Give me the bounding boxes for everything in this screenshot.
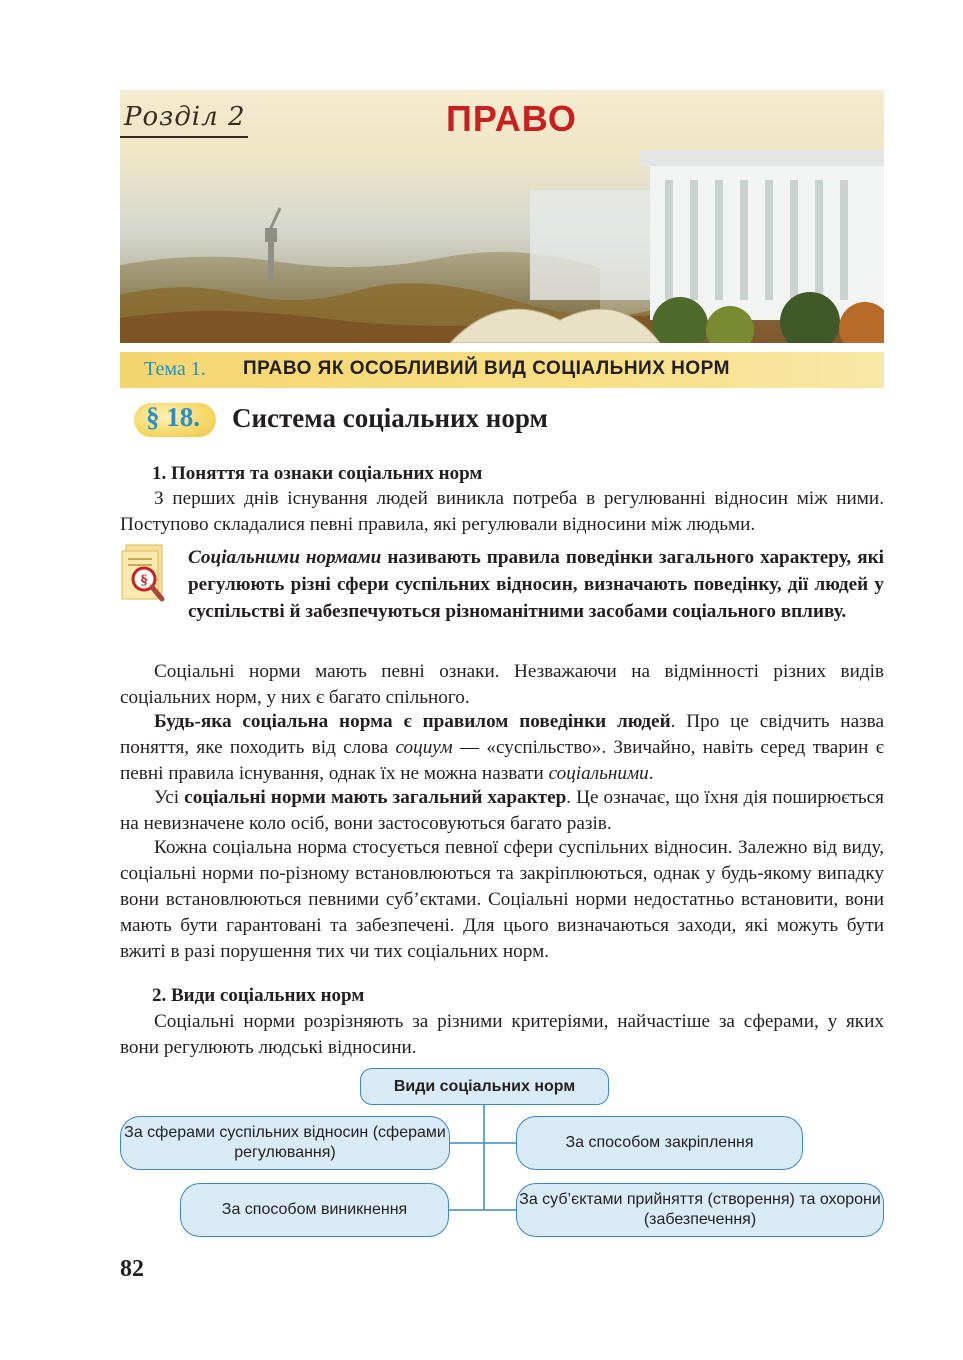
svg-text:§: § [140, 573, 148, 588]
theme-title: ПРАВО ЯК ОСОБЛИВИЙ ВИД СОЦІАЛЬНИХ НОРМ [243, 358, 730, 379]
section-label-underline [120, 136, 248, 138]
document-paragraph-icon [120, 543, 176, 605]
section1-p2 [120, 709, 884, 787]
definition-block [188, 544, 884, 625]
p2-italic-2: соціальними [548, 763, 649, 784]
section1-p4: Кожна соціальна норма стосується певної сфери суспільних відносин. Залежно від виду, соціальні норми по-різному встановлюються та закріплюються, однак у будь-якому випадку вони встановлюються певними суб’єктами. Соціальні норми недостатньо встановити, вони мають бути гарантовані та забезпечені. Для цього визначаються заходи, які можуть бути вжиті в разі порушення тих чи тих соціальних норм. [120, 837, 884, 962]
definition-text: називають правила поведінки загального характеру, які регулюють різні сфери суспільних відносин, визначають поведінку, дії людей у суспільстві й забезпечуються різноманітними засобами соціального впливу. [188, 547, 884, 622]
p2-text-b: — «суспільство». Звичайно, навіть серед тварин є певні правила існування, однак їх не можна назвати [120, 737, 884, 784]
section-label: Розділ 2 [124, 102, 246, 132]
p2-italic-1: социум [395, 737, 453, 758]
diagram-left-bottom: За способом виникнення [180, 1183, 449, 1237]
p3-text-a: Усі [154, 787, 185, 808]
p2-text-c: . [648, 763, 654, 784]
chapter-banner [120, 90, 884, 343]
diagram-right-bottom: За суб’єктами прийняття (створення) та охорони (забезпечення) [516, 1183, 884, 1237]
definition-term: Соціальними нормами [188, 547, 382, 568]
section2-heading: 2. Види соціальних норм [152, 985, 365, 1006]
p2-bold: Будь-яка соціальна норма є правилом поведінки людей [154, 711, 671, 732]
p2-text-a: . Про це свідчить назва поняття, яке походить від слова [120, 711, 884, 758]
paragraph-number: § 18. [146, 402, 200, 432]
section1-intro: З перших днів існування людей виникла потреба в регулюванні відносин між ними. Поступово складалися певні правила, які регулювали відносини між людьми. [120, 488, 884, 535]
section1-p3 [120, 785, 884, 837]
p3-text-b: . Це означає, що їхня дія поширюється на невизначене коло осіб, вони застосовуються багато разів. [120, 787, 884, 834]
diagram-left-top: За сферами суспільних відносин (сферами регулювання) [120, 1116, 450, 1170]
theme-number: Тема 1. [144, 358, 206, 380]
paragraph-title: Система соціальних норм [232, 403, 548, 433]
chapter-title: ПРАВО [446, 98, 577, 139]
page-number: 82 [120, 1256, 144, 1282]
theme-bar [120, 352, 884, 388]
section1-heading: 1. Поняття та ознаки соціальних норм [152, 463, 483, 484]
diagram-right-top: За способом закріплення [516, 1116, 803, 1170]
diagram-root: Види соціальних норм [360, 1068, 609, 1105]
section2-intro: Соціальні норми розрізняють за різними критеріями, найчастіше за сферами, у яких вони регулюють людські відносини. [120, 1011, 884, 1058]
p3-bold: соціальні норми мають загальний характер [184, 787, 567, 808]
section1-p1: Соціальні норми мають певні ознаки. Незважаючи на відмінності різних видів соціальних норм, у них є багато спільного. [120, 661, 884, 708]
